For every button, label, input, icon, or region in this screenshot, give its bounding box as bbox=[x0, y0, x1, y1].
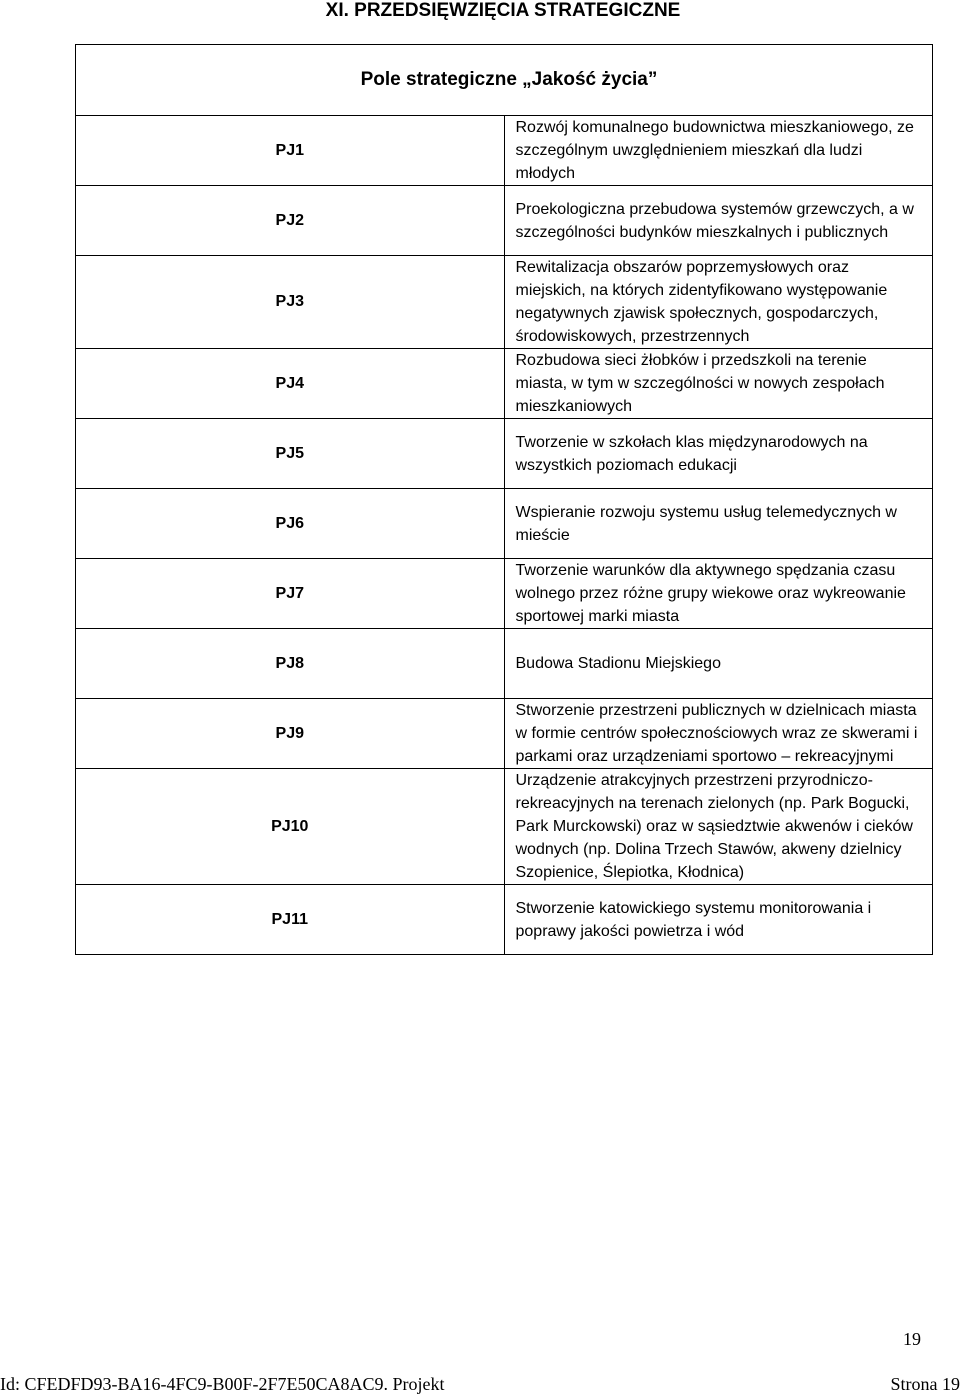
row-code: PJ3 bbox=[76, 256, 505, 349]
strategic-table bbox=[75, 44, 933, 955]
row-code: PJ10 bbox=[76, 769, 505, 885]
table-header-row bbox=[76, 45, 933, 116]
page-number: 19 bbox=[903, 1329, 921, 1349]
table-row bbox=[76, 489, 933, 559]
table-row bbox=[76, 885, 933, 955]
row-description: Wspieranie rozwoju systemu usług telemedycznych w mieście bbox=[504, 489, 933, 559]
table-header: Pole strategiczne „Jakość życia” bbox=[76, 45, 933, 116]
table-row bbox=[76, 559, 933, 629]
row-description: Rozwój komunalnego budownictwa mieszkaniowego, ze szczególnym uwzględnieniem mieszkań dla ludzi młodych bbox=[504, 116, 933, 186]
row-code: PJ8 bbox=[76, 629, 505, 699]
row-code: PJ4 bbox=[76, 349, 505, 419]
strategic-table-container bbox=[75, 44, 933, 955]
section-title: XI. PRZEDSIĘWZIĘCIA STRATEGICZNE bbox=[325, 0, 681, 21]
row-description: Urządzenie atrakcyjnych przestrzeni przyrodniczo-rekreacyjnych na terenach zielonych (np. Park Bogucki, Park Murckowski) oraz w sąsiedztwie akwenów i cieków wodnych (np. Dolina Trzech Stawów, akweny dzielnicy Szopienice, Ślepiotka, Kłodnica) bbox=[504, 769, 933, 885]
table-row bbox=[76, 349, 933, 419]
row-description: Rozbudowa sieci żłobków i przedszkoli na terenie miasta, w tym w szczególności w nowych zespołach mieszkaniowych bbox=[504, 349, 933, 419]
footer-page-label: Strona 19 bbox=[890, 1374, 960, 1394]
row-code: PJ2 bbox=[76, 186, 505, 256]
table-row bbox=[76, 116, 933, 186]
row-description: Tworzenie w szkołach klas międzynarodowych na wszystkich poziomach edukacji bbox=[504, 419, 933, 489]
row-description: Rewitalizacja obszarów poprzemysłowych oraz miejskich, na których zidentyfikowano występowanie negatywnych zjawisk społecznych, gospodarczych, środowiskowych, przestrzennych bbox=[504, 256, 933, 349]
row-code: PJ11 bbox=[76, 885, 505, 955]
row-code: PJ6 bbox=[76, 489, 505, 559]
row-description: Stworzenie przestrzeni publicznych w dzielnicach miasta w formie centrów społecznościowych wraz ze skwerami i parkami oraz urządzeniami sportowo – rekreacyjnymi bbox=[504, 699, 933, 769]
row-code: PJ5 bbox=[76, 419, 505, 489]
row-description: Proekologiczna przebudowa systemów grzewczych, a w szczególności budynków mieszkalnych i publicznych bbox=[504, 186, 933, 256]
row-code: PJ9 bbox=[76, 699, 505, 769]
table-row bbox=[76, 419, 933, 489]
table-row bbox=[76, 256, 933, 349]
table-row bbox=[76, 629, 933, 699]
row-description: Stworzenie katowickiego systemu monitorowania i poprawy jakości powietrza i wód bbox=[504, 885, 933, 955]
row-description: Budowa Stadionu Miejskiego bbox=[504, 629, 933, 699]
row-code: PJ7 bbox=[76, 559, 505, 629]
row-description: Tworzenie warunków dla aktywnego spędzania czasu wolnego przez różne grupy wiekowe oraz wykreowanie sportowej marki miasta bbox=[504, 559, 933, 629]
row-code: PJ1 bbox=[76, 116, 505, 186]
table-row bbox=[76, 769, 933, 885]
footer-document-id: Id: CFEDFD93-BA16-4FC9-B00F-2F7E50CA8AC9. Projekt bbox=[0, 1374, 445, 1394]
table-row bbox=[76, 699, 933, 769]
table-row bbox=[76, 186, 933, 256]
